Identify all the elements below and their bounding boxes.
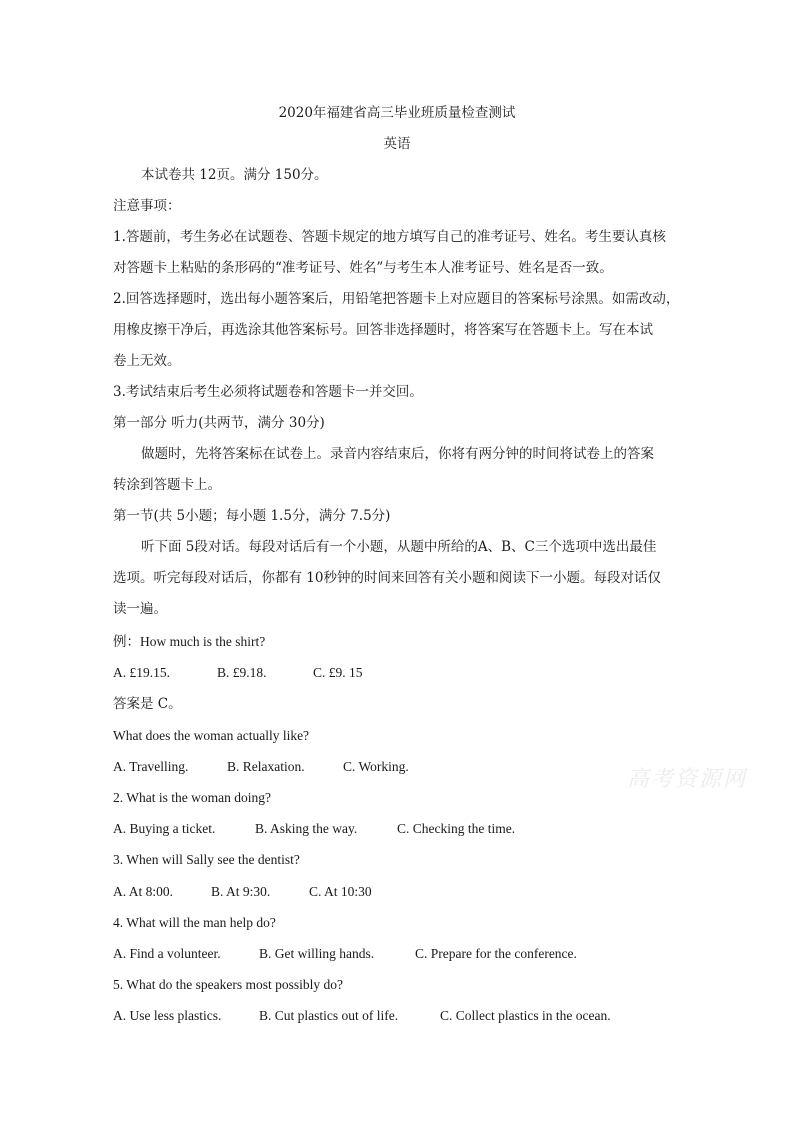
example-option-b: B. £9.18. xyxy=(217,665,267,680)
example-question: 例：How much is the shirt? xyxy=(113,634,266,649)
section1-instruction-line-1: 听下面 5段对话。每段对话后有一个小题，从题中所给的A、B、C三个选项中选出最佳 xyxy=(141,539,657,555)
question-2-options xyxy=(113,820,515,838)
question-3-option-b: B. At 9:30. xyxy=(211,884,271,899)
section1-instruction-line-3: 读一遍。 xyxy=(113,601,167,617)
example-answer: 答案是 C。 xyxy=(113,696,182,712)
example-options xyxy=(113,664,363,682)
part1-instruction-line-2: 转涂到答题卡上。 xyxy=(113,477,221,493)
question-3: 3. When will Sally see the dentist? xyxy=(113,852,300,867)
question-2-option-b: B. Asking the way. xyxy=(255,821,358,836)
exam-intro: 本试卷共 12页。满分 150分。 xyxy=(141,167,328,183)
question-3-options xyxy=(113,883,372,901)
question-5-options xyxy=(113,1007,611,1025)
question-4-option-b: B. Get willing hands. xyxy=(259,946,375,961)
notice-item-1-line-2: 对答题卡上粘贴的条形码的“准考证号、姓名”与考生本人准考证号、姓名是否一致。 xyxy=(113,260,613,276)
notice-item-3: 3.考试结束后考生必须将试题卷和答题卡一并交回。 xyxy=(113,384,423,400)
question-4-option-a: A. Find a volunteer. xyxy=(113,946,221,961)
watermark: 高考资源网 xyxy=(627,767,748,792)
example-option-c: C. £9. 15 xyxy=(313,665,363,680)
question-4-options xyxy=(113,945,577,963)
section1-heading: 第一节(共 5小题；每小题 1.5分，满分 7.5分) xyxy=(113,508,391,524)
part1-heading: 第一部分 听力(共两节，满分 30分) xyxy=(113,415,325,431)
question-5: 5. What do the speakers most possibly do? xyxy=(113,977,343,992)
notice-item-1-line-1: 1.答题前，考生务必在试题卷、答题卡规定的地方填写自己的准考证号、姓名。考生要认真核 xyxy=(113,229,666,245)
notice-item-2-line-3: 卷上无效。 xyxy=(113,353,181,369)
question-3-option-a: A. At 8:00. xyxy=(113,884,174,899)
question-2: 2. What is the woman doing? xyxy=(113,790,271,805)
example-option-a: A. £19.15. xyxy=(113,665,170,680)
question-5-option-b: B. Cut plastics out of life. xyxy=(259,1008,399,1023)
question-1-option-c: C. Working. xyxy=(343,759,409,774)
exam-title: 2020年福建省高三毕业班质量检查测试 xyxy=(278,105,516,121)
question-2-option-c: C. Checking the time. xyxy=(397,821,516,836)
question-1: What does the woman actually like? xyxy=(113,728,310,743)
question-1-option-a: A. Travelling. xyxy=(113,759,189,774)
notice-heading: 注意事项： xyxy=(113,198,181,214)
question-1-option-b: B. Relaxation. xyxy=(227,759,305,774)
notice-item-2-line-2: 用橡皮擦干净后，再选涂其他答案标号。回答非选择题时，将答案写在答题卡上。写在本试 xyxy=(113,322,653,338)
exam-subject: 英语 xyxy=(383,136,411,152)
section1-instruction-line-2: 选项。听完每段对话后，你都有 10秒钟的时间来回答有关小题和阅读下一小题。每段对话仅 xyxy=(113,570,661,586)
notice-item-2-line-1: 2.回答选择题时，选出每小题答案后，用铅笔把答题卡上对应题目的答案标号涂黑。如需改动， xyxy=(113,291,680,307)
question-5-option-c: C. Collect plastics in the ocean. xyxy=(440,1008,611,1023)
question-4-option-c: C. Prepare for the conference. xyxy=(415,946,577,961)
part1-instruction-line-1: 做题时，先将答案标在试卷上。录音内容结束后，你将有两分钟的时间将试卷上的答案 xyxy=(141,446,654,462)
question-5-option-a: A. Use less plastics. xyxy=(113,1008,222,1023)
question-3-option-c: C. At 10:30 xyxy=(309,884,372,899)
question-2-option-a: A. Buying a ticket. xyxy=(113,821,216,836)
question-1-options xyxy=(113,758,409,776)
question-4: 4. What will the man help do? xyxy=(113,915,276,930)
